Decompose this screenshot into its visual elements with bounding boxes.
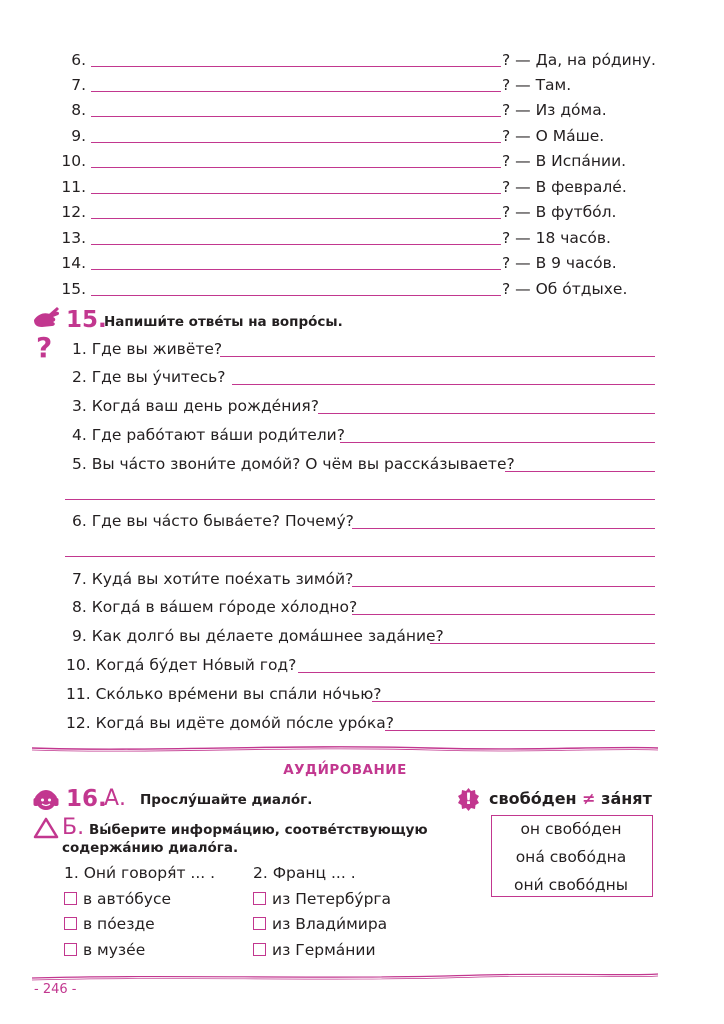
item-number: 6. [71, 51, 86, 69]
option-item[interactable] [253, 915, 387, 933]
writing-hand-icon [32, 306, 64, 330]
note-title [489, 789, 652, 809]
page-number: - 246 - [34, 982, 77, 997]
wavy-divider [30, 738, 660, 762]
note-title-right: за́нят [601, 789, 652, 808]
answer-line[interactable] [91, 244, 501, 245]
exclamation-mark: ! [464, 789, 473, 808]
item-number: 9. [71, 127, 86, 145]
note-row: они́ свобо́дны [514, 876, 628, 894]
question-text: 9. Как долго́ вы де́лаете дома́шнее зада́ние? [72, 627, 444, 645]
answer-text: ? — О Ма́ше. [502, 127, 605, 145]
answer-line[interactable] [91, 91, 501, 92]
answer-text: ? — Там. [502, 76, 572, 94]
instruction-a: Прослу́шайте диало́г. [140, 792, 313, 808]
part-letter-b: Б. [62, 815, 85, 840]
answer-line[interactable] [91, 193, 501, 194]
answer-text: ? — Да, на ро́дину. [502, 51, 656, 69]
answer-line[interactable] [65, 556, 655, 557]
answer-line[interactable] [91, 142, 501, 143]
answer-line[interactable] [91, 66, 501, 67]
answer-line[interactable] [352, 528, 655, 529]
question-text: 4. Где рабо́тают ва́ши роди́тели? [72, 426, 345, 444]
question-2-title: 2. Франц ... . [253, 864, 356, 882]
option-label: из Влади́мира [272, 915, 388, 933]
question-mark-icon: ? [36, 331, 53, 364]
answer-line[interactable] [340, 442, 655, 443]
answer-line[interactable] [352, 614, 655, 615]
answer-text: ? — В футбо́л. [502, 203, 617, 221]
checkbox[interactable] [253, 892, 266, 905]
question-text: 3. Когда́ ваш день рожде́ния? [72, 397, 319, 415]
triangle-icon [33, 817, 59, 839]
exclamation-icon [456, 787, 481, 812]
answer-line[interactable] [91, 295, 501, 296]
note-title-left: свобо́ден [489, 789, 577, 808]
instruction-b-line2: содержа́нию диало́га. [62, 840, 239, 856]
question-text: 5. Вы ча́сто звони́те домо́й? О чём вы расска́зываете? [72, 455, 515, 473]
answer-line[interactable] [232, 384, 655, 385]
option-label: в музе́е [83, 941, 146, 959]
question-text: 7. Куда́ вы хоти́те пое́хать зимо́й? [72, 570, 354, 588]
note-row: она́ свобо́дна [515, 848, 627, 866]
question-text: 2. Где вы у́читесь? [72, 368, 226, 386]
answer-line[interactable] [220, 356, 655, 357]
checkbox[interactable] [253, 917, 266, 930]
item-number: 15. [61, 280, 86, 298]
answer-text: ? — 18 часо́в. [502, 229, 611, 247]
answer-text: ? — В Испа́нии. [502, 152, 627, 170]
exercise-number: 15. [66, 307, 107, 333]
option-item[interactable] [253, 890, 391, 908]
question-text: 11. Ско́лько вре́мени вы спа́ли но́чью? [66, 685, 382, 703]
listening-headphones-icon [32, 786, 60, 812]
checkbox[interactable] [64, 892, 77, 905]
answer-line[interactable] [385, 730, 655, 731]
checkbox[interactable] [253, 943, 266, 956]
answer-text: ? — Из до́ма. [502, 101, 607, 119]
answer-text: ? — В 9 часо́в. [502, 254, 617, 272]
question-1-title: 1. Они́ говоря́т ... . [64, 864, 216, 882]
section-title: АУДИ́РОВАНИЕ [283, 762, 407, 778]
item-number: 8. [71, 101, 86, 119]
answer-line[interactable] [430, 643, 655, 644]
answer-line[interactable] [298, 672, 655, 673]
option-item[interactable] [64, 915, 155, 933]
option-label: из Герма́нии [272, 941, 376, 959]
question-text: 12. Когда́ вы идёте домо́й по́сле уро́ка? [66, 714, 394, 732]
question-text: 1. Где вы живёте? [72, 340, 223, 358]
answer-line[interactable] [318, 413, 655, 414]
answer-line[interactable] [91, 269, 501, 270]
answer-text: ? — В феврале́. [502, 178, 627, 196]
question-text: 8. Когда́ в ва́шем го́роде хо́лодно? [72, 598, 358, 616]
answer-line[interactable] [372, 701, 655, 702]
exercise-instruction: Напиши́те отве́ты на вопро́сы. [104, 314, 343, 330]
option-item[interactable] [253, 941, 376, 959]
instruction-b-line1: Вы́берите информа́цию, соотве́тствующую [89, 822, 428, 838]
checkbox[interactable] [64, 943, 77, 956]
item-number: 10. [61, 152, 86, 170]
option-item[interactable] [64, 941, 145, 959]
footer-divider [30, 966, 660, 986]
note-row: он свобо́ден [520, 820, 622, 838]
checkbox[interactable] [64, 917, 77, 930]
answer-line[interactable] [91, 167, 501, 168]
answer-line[interactable] [505, 471, 655, 472]
option-item[interactable] [64, 890, 171, 908]
option-label: в по́езде [83, 915, 155, 933]
answer-line[interactable] [65, 499, 655, 500]
answer-text: ? — Об о́тдыхе. [502, 280, 628, 298]
question-text: 6. Где вы ча́сто быва́ете? Почему́? [72, 512, 354, 530]
exercise-number: 16. [66, 786, 107, 812]
item-number: 14. [61, 254, 86, 272]
item-number: 7. [71, 76, 86, 94]
item-number: 11. [61, 178, 86, 196]
item-number: 13. [61, 229, 86, 247]
answer-line[interactable] [352, 586, 655, 587]
answer-line[interactable] [91, 218, 501, 219]
option-label: из Петербу́рга [272, 890, 392, 908]
not-equal-sign: ≠ [582, 789, 596, 808]
option-label: в авто́бусе [83, 890, 171, 908]
part-letter-a: А. [104, 786, 127, 811]
answer-line[interactable] [91, 116, 501, 117]
item-number: 12. [61, 203, 86, 221]
question-text: 10. Когда́ бу́дет Но́вый год? [66, 656, 297, 674]
